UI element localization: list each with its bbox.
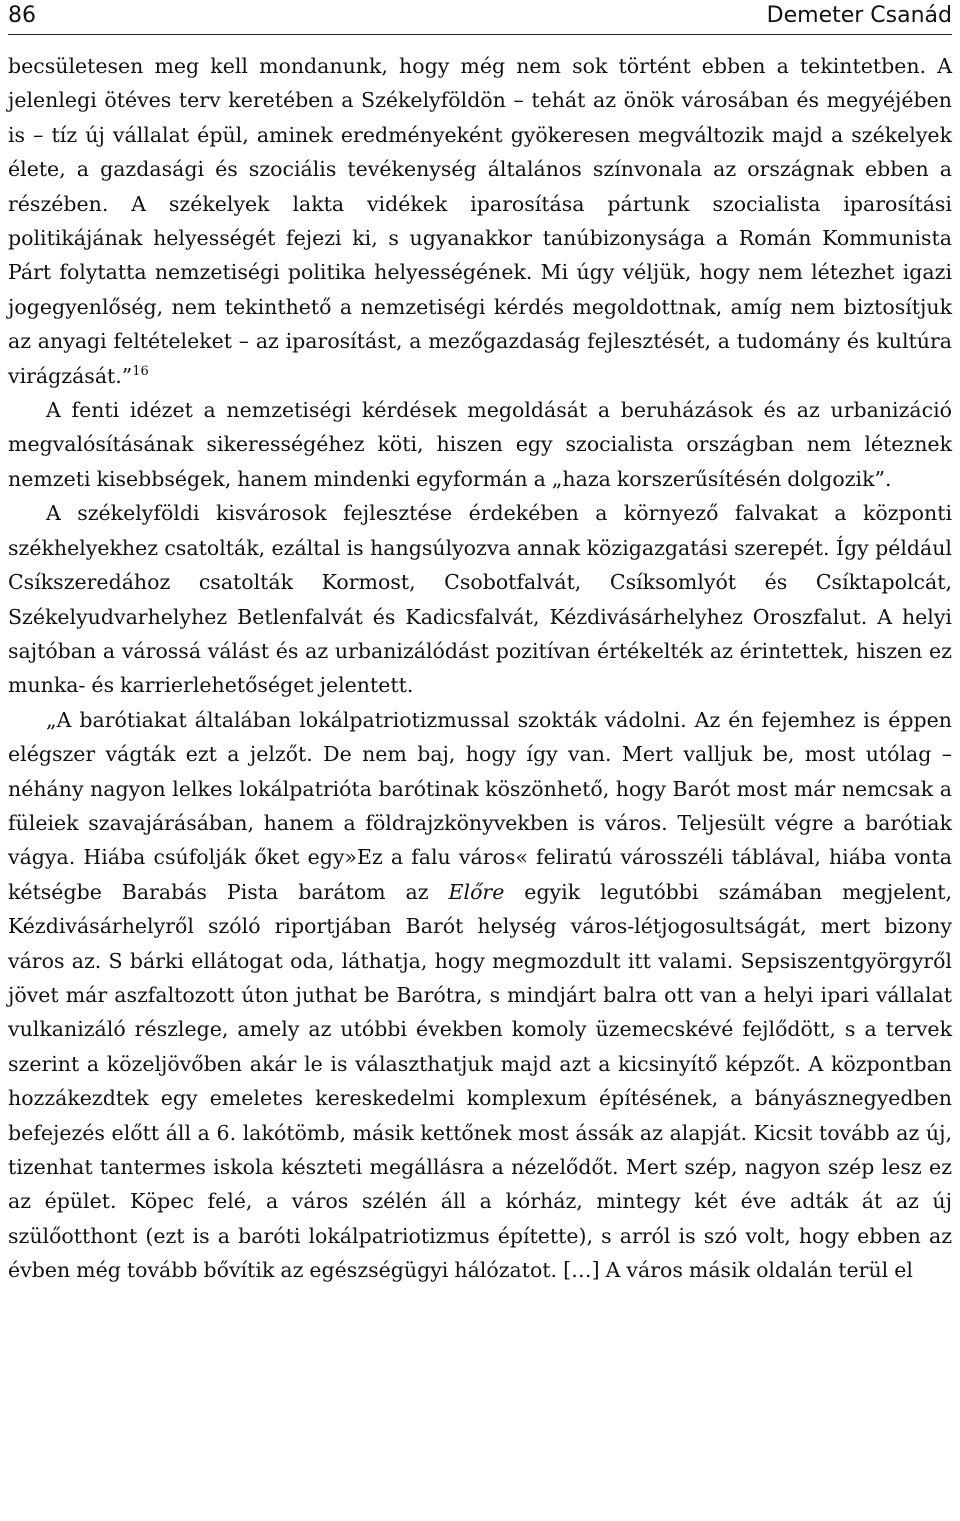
newspaper-title: Előre xyxy=(448,879,505,904)
paragraph-barot-quote xyxy=(8,703,952,1288)
paragraph-quote-continuation xyxy=(8,49,952,393)
document-page xyxy=(8,0,952,1521)
paragraph-text: „A barótiakat általában lokálpatriotizmussal szokták vádolni. Az én fejemhez is éppen elégszer vágták ezt a jelzőt. De nem baj, hogy így van. Mert valljuk be, most utólag – néhány nagyon lelkes lokálpatrióta barótinak köszönhető, hogy Barót most már nemcsak a füleiek szavajárásában, hanem a földrajzkönyvekben is város. Teljesült végre a barótiak vágya. Hiába csúfolják őket egy»Ez a falu város« feliratú városszéli táblával, hiába vonta kétségbe Barabás Pista barátom az xyxy=(8,707,952,904)
body-text xyxy=(8,49,952,1288)
running-head-author: Demeter Csanád xyxy=(766,3,952,28)
running-header xyxy=(8,0,952,35)
paragraph-text: becsületesen meg kell mondanunk, hogy még nem sok történt ebben a tekintetben. A jelenlegi ötéves terv keretében a Székelyföldön – tehát az önök városában és megyéjében is – tíz új vállalat épül, aminek eredményeként gyökeresen megváltozik majd a székelyek élete, a gazdasági és szociális tevékenység általános színvonala az országnak ebben a részében. A székelyek lakta vidékek iparosítása pártunk szocialista iparosítási politikájának helyességét fejezi ki, s ugyanakkor tanúbizonysága a Román Kommunista Párt folytatta nemzetiségi politika helyességének. Mi úgy véljük, hogy nem létezhet igazi jogegyenlőség, nem tekinthető a nemzetiségi kérdés megoldottnak, amíg nem biztosítjuk az anyagi feltételeket – az iparosítást, a mezőgazdaság fejlesztését, a tudomány és kultúra virágzását.” xyxy=(8,54,952,388)
paragraph-text: egyik legutóbbi számában megjelent, Kézdivásárhelyről szóló riportjában Barót helység város-létjogosultságát, mert bizony város az. S bárki ellátogat oda, láthatja, hogy megmozdult itt valami. Sepsiszentgyörgyről jövet már aszfaltozott úton juthat be Barótra, s mindjárt balra ott van a helyi ipari vállalat vulkanizáló részlege, amely az utóbbi években komoly üzemecskévé fejlődött, s a tervek szerint a közeljövőben akár le is választhatjuk majd azt a kicsinyítő képzőt. A központban hozzákezdtek egy emeletes kereskedelmi komplexum építésének, a bányásznegyedben befejezés előtt áll a 6. lakótömb, másik kettőnek most ássák az alapját. Kicsit tovább az új, tizenhat tantermes iskola készteti megállásra a nézelődőt. Mert szép, nagyon szép lesz ez az épület. Köpec felé, a város szélén áll a kórház, mintegy két éve adták át az új szülőotthont (ezt is a baróti lokálpatriotizmus építette), s arról is szó volt, hogy ebben az évben még tovább bővítik az egészségügyi hálózatot. […] A város másik oldalán terül el xyxy=(8,879,952,1283)
paragraph-text: A székelyföldi kisvárosok fejlesztése érdekében a környező falvakat a központi székhelyekhez csatolták, ezáltal is hangsúlyozva annak közigazgatási szerepét. Így például Csíkszeredához csatolták Kormost, Csobotfalvát, Csíksomlyót és Csíktapolcát, Székelyudvarhelyhez Betlenfalvát és Kadicsfalvát, Kézdivásárhelyhez Oroszfalut. A helyi sajtóban a várossá válást és az urbanizálódást pozitívan értékelték az érintettek, hiszen ez munka- és karrierlehetőséget jelentett. xyxy=(8,501,952,698)
footnote-reference: 16 xyxy=(132,363,149,379)
page-number: 86 xyxy=(8,3,36,28)
paragraph-text: A fenti idézet a nemzetiségi kérdések megoldását a beruházások és az urbanizáció megvalósításának sikerességéhez köti, hiszen egy szocialista országban nem léteznek nemzeti kisebbségek, hanem mindenki egyformán a „haza korszerűsítésén dolgozik”. xyxy=(8,398,952,491)
paragraph-town-development xyxy=(8,496,952,702)
paragraph-commentary xyxy=(8,393,952,496)
